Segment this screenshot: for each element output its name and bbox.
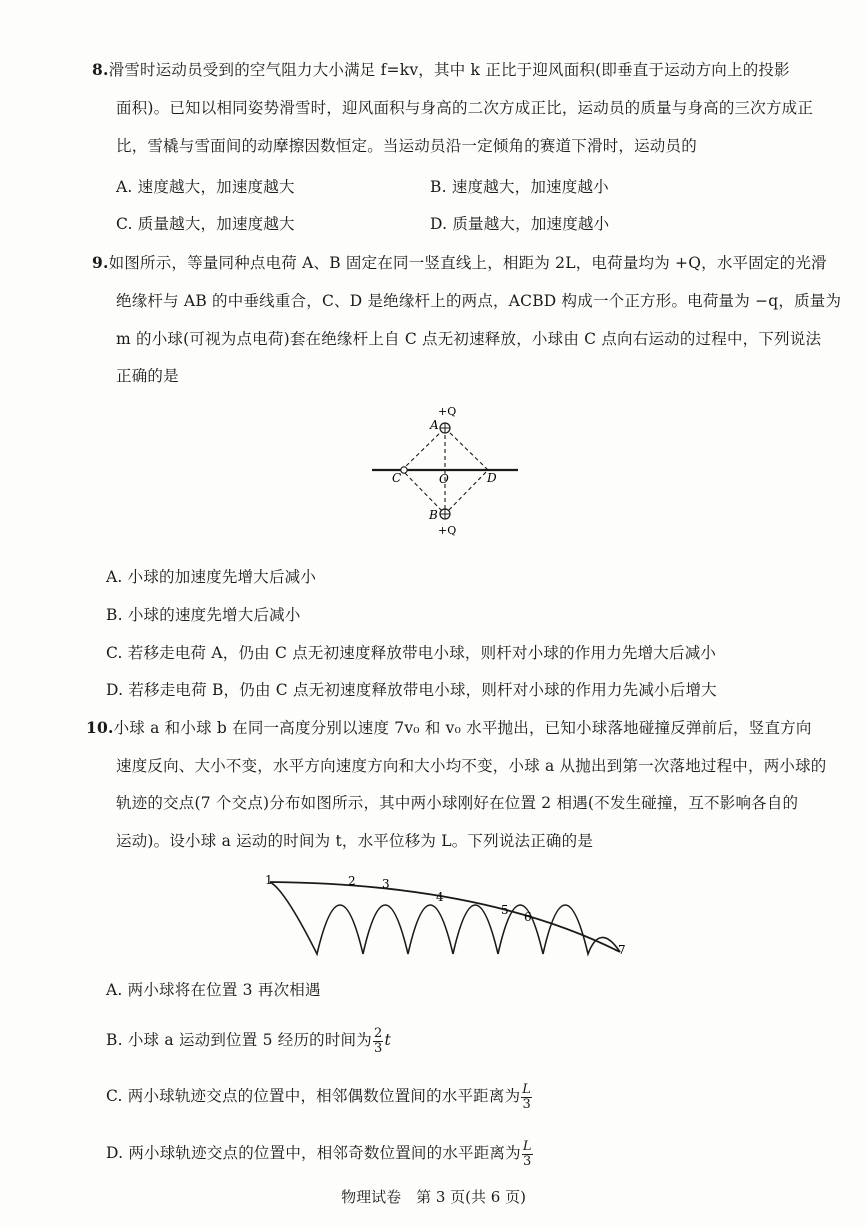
label-o: O — [439, 472, 449, 486]
charge-b-value: +Q — [438, 524, 457, 537]
point-4: 4 — [436, 890, 444, 904]
q8-line-1: 8.滑雪时运动员受到的空气阻力大小满足 f=kv，其中 k 正比于迎风面积(即垂直于运动方向上的投影 — [92, 60, 790, 79]
q9-line-3: m 的小球(可视为点电荷)套在绝缘杆上自 C 点无初速释放，小球由 C 点向右运动的过程中，下列说法 — [116, 330, 822, 348]
point-6: 6 — [524, 910, 532, 924]
point-1: 1 — [265, 873, 273, 887]
q8-option-c[interactable]: C. 质量越大，加速度越大 — [116, 215, 295, 233]
q8-option-d[interactable]: D. 质量越大，加速度越小 — [430, 215, 610, 233]
q8-option-a[interactable]: A. 速度越大，加速度越大 — [116, 178, 295, 196]
ball-b-trajectory — [270, 882, 620, 952]
q10-option-a[interactable]: A. 两小球将在位置 3 再次相遇 — [106, 981, 321, 999]
q10-line-4: 运动)。设小球 a 运动的时间为 t，水平位移为 L。下列说法正确的是 — [116, 832, 594, 850]
fraction-l-over-3: $\frac{L}{3}$ — [522, 1081, 532, 1112]
q8-option-b[interactable]: B. 速度越大，加速度越小 — [430, 178, 609, 196]
fraction-two-thirds: $\frac{2}{3}$ — [373, 1025, 383, 1056]
q9-line-1: 9.如图所示，等量同种点电荷 A、B 固定在同一竖直线上，相距为 2L，电荷量均为 +Q，水平固定的光滑 — [92, 253, 827, 272]
fraction-l-over-3: $\frac{L}{3}$ — [522, 1138, 532, 1169]
point-7: 7 — [618, 943, 626, 957]
q9-number: 9. — [92, 253, 109, 272]
point-2: 2 — [348, 874, 356, 888]
q9-option-c[interactable]: C. 若移走电荷 A，仍由 C 点无初速度释放带电小球，则杆对小球的作用力先增大后减小 — [106, 644, 717, 662]
q10-trajectory-diagram — [255, 862, 640, 972]
q8-line-3: 比，雪橇与雪面间的动摩擦因数恒定。当运动员沿一定倾角的赛道下滑时，运动员的 — [116, 137, 697, 155]
q9-charge-diagram — [360, 398, 530, 548]
label-c: C — [392, 471, 402, 485]
q8-number: 8. — [92, 60, 109, 79]
q9-option-b[interactable]: B. 小球的速度先增大后减小 — [106, 606, 301, 624]
small-ball-icon — [401, 467, 407, 473]
q10-line-1: 10.小球 a 和小球 b 在同一高度分别以速度 7v₀ 和 v₀ 水平抛出，已知小球落地碰撞反弹前后，竖直方向 — [86, 718, 812, 737]
q9-option-a[interactable]: A. 小球的加速度先增大后减小 — [106, 568, 317, 586]
q10-line-3: 轨迹的交点(7 个交点)分布如图所示，其中两小球刚好在位置 2 相遇(不发生碰撞，互不影响各自的 — [116, 794, 799, 812]
q10-option-c[interactable]: C. 两小球轨迹交点的位置中，相邻偶数位置间的水平距离为 $\frac{L}{3}$ — [106, 1081, 532, 1112]
q10-option-d[interactable]: D. 两小球轨迹交点的位置中，相邻奇数位置间的水平距离为 $\frac{L}{3}$ — [106, 1138, 532, 1169]
q10-line-2: 速度反向、大小不变，水平方向速度方向和大小均不变，小球 a 从抛出到第一次落地过程中，两小球的 — [116, 757, 827, 775]
label-d: D — [487, 471, 497, 485]
q9-line-4: 正确的是 — [116, 367, 179, 385]
point-5: 5 — [501, 903, 509, 917]
q9-line-2: 绝缘杆与 AB 的中垂线重合，C、D 是绝缘杆上的两点，ACBD 构成一个正方形。电荷量为 −q，质量为 — [116, 292, 842, 310]
q10-number: 10. — [86, 718, 114, 737]
charge-a-value: +Q — [438, 405, 457, 418]
label-a: A — [430, 418, 439, 432]
q8-line-2: 面积)。已知以相同姿势滑雪时，迎风面积与身高的二次方成正比，运动员的质量与身高的三次方成正 — [116, 99, 814, 117]
q9-option-d[interactable]: D. 若移走电荷 B，仍由 C 点无初速度释放带电小球，则杆对小球的作用力先减小后增大 — [106, 681, 717, 699]
point-3: 3 — [382, 877, 390, 891]
q10-option-b[interactable]: B. 小球 a 运动到位置 5 经历的时间为 $\frac{2}{3}$ t — [106, 1025, 391, 1056]
label-b: B — [429, 508, 438, 522]
ball-a-trajectory — [270, 882, 620, 954]
page-footer: 物理试卷 第 3 页(共 6 页) — [341, 1188, 526, 1206]
